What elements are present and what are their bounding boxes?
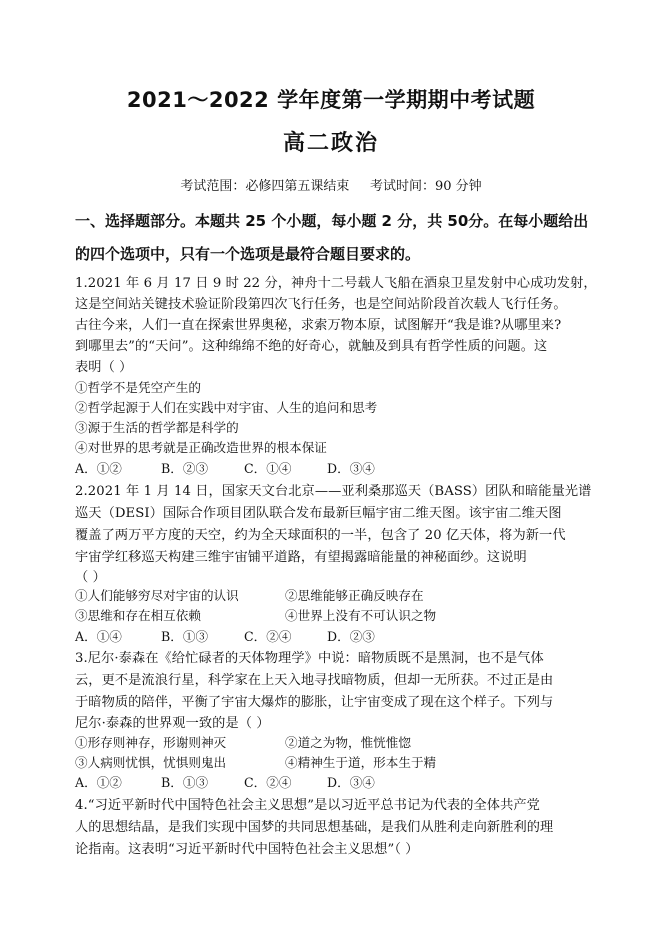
q1-text-line: 1.2021 年 6 月 17 日 9 时 22 分，神舟十二号载人飞船在酒泉卫星发射中心成功发射， <box>75 276 597 291</box>
q4-text-line: 4.“习近平新时代中国特色社会主义思想”是以习近平总书记为代表的全体共产党 <box>75 798 540 813</box>
q4-text-line: 人的思想结晶，是我们实现中国梦的共同思想基础，是我们从胜利走向新胜利的理 <box>75 820 554 835</box>
q3-text-line: 于暗物质的陪伴，平衡了宇宙大爆炸的膨胀，让宇宙变成了现在这个样子。下列与 <box>75 695 554 710</box>
q3-option-3: ③人病则忧惧，忧惧则鬼出 <box>75 755 227 770</box>
q1-answer-d: D．③④ <box>327 461 375 476</box>
q3-answer-a: A．①② <box>75 775 122 790</box>
exam-meta: 考试范围：必修四第五课结束 考试时间：90 分钟 <box>180 179 482 194</box>
q1-text-line: 表明（ ） <box>75 360 133 375</box>
q2-option-2: ②思维能够正确反映存在 <box>285 588 424 603</box>
q2-text-line: （ ） <box>75 570 106 585</box>
q1-answer-b: B．②③ <box>161 461 209 476</box>
q1-option-1: ①哲学不是凭空产生的 <box>75 380 201 395</box>
section-heading-line-1: 一、选择题部分。本题共 25 个小题，每小题 2 分，共 50分。在每小题给出 <box>75 212 589 230</box>
q2-answer-b: B．①③ <box>161 629 209 644</box>
q1-text-line: 到哪里去”的“天问”。这种绵绵不绝的好奇心，就触及到具有哲学性质的问题。这 <box>75 339 548 354</box>
q3-answer-d: D．③④ <box>327 775 375 790</box>
q3-text-line: 3.尼尔·泰森在《给忙碌者的天体物理学》中说：暗物质既不是黑洞，也不是气体 <box>75 651 544 666</box>
q3-text-line: 云，更不是流浪行星，科学家在上天入地寻找暗物质，但却一无所获。不过正是由 <box>75 673 554 688</box>
q1-answer-a: A．①② <box>75 461 122 476</box>
q2-option-1: ①人们能够穷尽对宇宙的认识 <box>75 588 239 603</box>
q1-option-3: ③源于生活的哲学都是科学的 <box>75 420 239 435</box>
q2-option-3: ③思维和存在相互依赖 <box>75 608 201 623</box>
q3-option-1: ①形存则神存，形谢则神灭 <box>75 735 227 750</box>
q2-answer-a: A．①④ <box>75 629 122 644</box>
q1-text-line: 古往今来，人们一直在探索世界奥秘，求索万物本原，试图解开“我是谁?从哪里来? <box>75 318 562 333</box>
q2-text-line: 宇宙学红移巡天构建三维宇宙铺平道路，有望揭露暗能量的神秘面纱。这说明 <box>75 550 527 565</box>
q3-answer-b: B．①③ <box>161 775 209 790</box>
q2-text-line: 巡天（DESI）国际合作项目团队联合发布最新巨幅宇宙二维天图。该宇宙二维天图 <box>75 506 562 521</box>
q1-option-2: ②哲学起源于人们在实践中对宇宙、人生的追问和思考 <box>75 400 378 415</box>
q3-option-2: ②道之为物，惟恍惟惚 <box>285 735 411 750</box>
q3-option-4: ④精神生于道，形本生于精 <box>285 755 437 770</box>
section-heading-line-2: 的四个选项中，只有一个选项是最符合题目要求的。 <box>75 245 421 263</box>
q3-text-line: 尼尔·泰森的世界观一致的是（ ） <box>75 716 270 731</box>
exam-title: 2021～2022 学年度第一学期期中考试题 <box>126 88 536 112</box>
q2-text-line: 覆盖了两万平方度的天空，约为全天球面积的一半，包含了 20 亿天体，将为新一代 <box>75 528 566 543</box>
subject-title: 高二政治 <box>282 131 379 156</box>
q3-answer-c: C．②④ <box>244 775 292 790</box>
q4-text-line: 论指南。这表明“习近平新时代中国特色社会主义思想”（ ） <box>75 842 419 857</box>
q2-option-4: ④世界上没有不可认识之物 <box>285 608 437 623</box>
q1-text-line: 这是空间站关键技术验证阶段第四次飞行任务，也是空间站阶段首次载人飞行任务。 <box>75 297 567 312</box>
q2-answer-d: D．②③ <box>327 629 375 644</box>
q1-option-4: ④对世界的思考就是正确改造世界的根本保证 <box>75 440 327 455</box>
q2-text-line: 2.2021 年 1 月 14 日，国家天文台北京——亚利桑那巡天（BASS）团队和暗能量光谱 <box>75 484 592 499</box>
q2-answer-c: C．②④ <box>244 629 292 644</box>
q1-answer-c: C．①④ <box>244 461 292 476</box>
